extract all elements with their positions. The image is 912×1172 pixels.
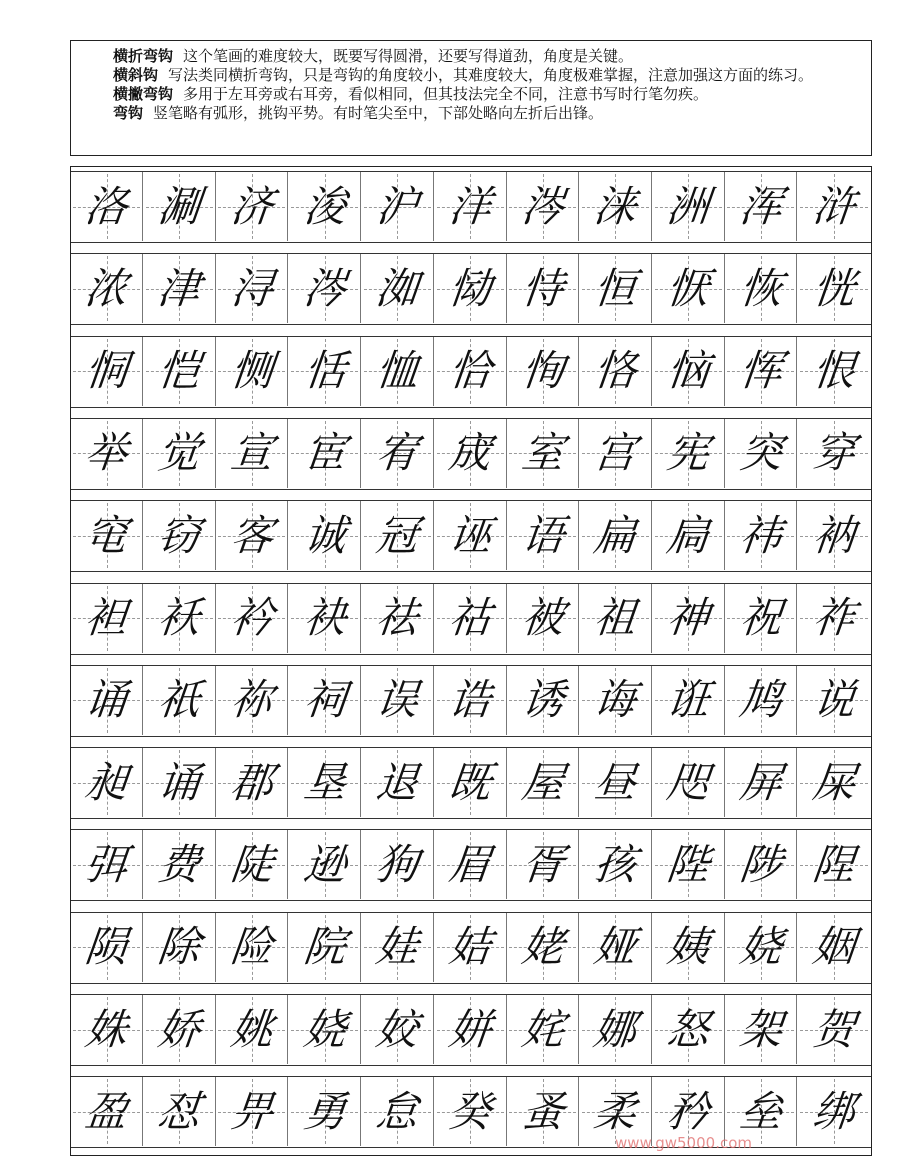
- grid-cell: [580, 254, 652, 323]
- grid-row: [71, 583, 871, 655]
- character-glyph: 恸: [446, 263, 494, 313]
- character-glyph: 弭: [82, 839, 131, 889]
- character-glyph: 柔: [591, 1086, 640, 1136]
- grid-cell: [798, 830, 870, 899]
- character-glyph: 穿: [810, 428, 858, 478]
- grid-cell: [71, 748, 143, 817]
- character-glyph: 洳: [373, 263, 421, 313]
- character-glyph: 语: [519, 510, 567, 560]
- character-glyph: 姹: [519, 1004, 567, 1054]
- character-glyph: 姞: [446, 922, 494, 972]
- grid-cell: [725, 666, 797, 735]
- grid-cell: [71, 830, 143, 899]
- character-glyph: 娆: [737, 922, 785, 972]
- grid-cell: [798, 748, 870, 817]
- character-glyph: 诬: [446, 510, 494, 560]
- character-glyph: 胥: [519, 839, 567, 889]
- grid-cell: [216, 254, 288, 323]
- grid-cell: [144, 337, 216, 406]
- grid-cell: [144, 830, 216, 899]
- grid-cell: [216, 995, 288, 1064]
- character-glyph: 陧: [810, 839, 858, 889]
- character-glyph: 昶: [82, 757, 131, 807]
- character-glyph: 宪: [664, 428, 712, 478]
- character-glyph: 袂: [301, 593, 349, 642]
- grid-cell: [798, 501, 870, 570]
- character-glyph: 恬: [301, 346, 349, 396]
- grid-cell: [216, 337, 288, 406]
- grid-cell: [507, 1077, 579, 1146]
- grid-cell: [289, 1077, 361, 1146]
- grid-cell: [216, 419, 288, 488]
- character-glyph: 陡: [228, 839, 276, 889]
- character-glyph: 既: [446, 757, 494, 807]
- character-glyph: 矜: [664, 1086, 712, 1136]
- grid-cell: [362, 1077, 434, 1146]
- character-glyph: 逊: [301, 839, 349, 889]
- character-glyph: 恃: [519, 263, 567, 313]
- grid-cell: [144, 913, 216, 982]
- character-glyph: 扃: [664, 510, 712, 560]
- grid-cell: [507, 337, 579, 406]
- grid-cell: [362, 337, 434, 406]
- character-glyph: 姣: [373, 1004, 421, 1054]
- character-glyph: 恪: [591, 346, 640, 396]
- grid-cell: [580, 419, 652, 488]
- character-glyph: 涮: [155, 181, 203, 231]
- character-glyph: 被: [519, 593, 567, 642]
- character-glyph: 误: [373, 675, 421, 725]
- character-glyph: 贺: [810, 1004, 858, 1054]
- grid-cell: [653, 172, 725, 241]
- grid-cell: [798, 254, 870, 323]
- grid-cell: [435, 501, 507, 570]
- character-glyph: 祜: [446, 593, 494, 642]
- character-glyph: 除: [155, 922, 203, 972]
- grid-cell: [435, 254, 507, 323]
- character-glyph: 姚: [228, 1004, 276, 1054]
- grid-cell: [362, 172, 434, 241]
- grid-cell: [435, 337, 507, 406]
- grid-cell: [289, 584, 361, 653]
- grid-cell: [798, 1077, 870, 1146]
- character-glyph: 袄: [155, 593, 203, 642]
- character-glyph: 恨: [810, 346, 858, 396]
- character-glyph: 畀: [228, 1086, 276, 1136]
- grid-cell: [653, 995, 725, 1064]
- grid-cell: [71, 995, 143, 1064]
- character-glyph: 觉: [155, 428, 203, 478]
- character-glyph: 诳: [664, 675, 712, 725]
- character-glyph: 屎: [810, 757, 858, 807]
- stroke-term: 横撇弯钩: [113, 85, 174, 103]
- grid-cell: [653, 501, 725, 570]
- grid-cell: [144, 172, 216, 241]
- character-glyph: 说: [810, 675, 858, 725]
- character-glyph: 恤: [373, 346, 421, 396]
- grid-cell: [580, 584, 652, 653]
- grid-cell: [289, 913, 361, 982]
- character-glyph: 神: [664, 593, 712, 642]
- stroke-term: 弯钩: [113, 104, 144, 122]
- character-glyph: 蚤: [519, 1086, 567, 1136]
- grid-cell: [798, 419, 870, 488]
- character-glyph: 祝: [737, 593, 785, 642]
- grid-cell: [653, 830, 725, 899]
- grid-cell: [362, 584, 434, 653]
- character-glyph: 祛: [373, 593, 421, 642]
- grid-cell: [216, 1077, 288, 1146]
- character-glyph: 孩: [591, 839, 640, 889]
- grid-cell: [362, 995, 434, 1064]
- grid-cell: [507, 172, 579, 241]
- grid-row: [71, 500, 871, 572]
- character-glyph: 浚: [301, 181, 349, 231]
- grid-cell: [289, 254, 361, 323]
- grid-cell: [144, 584, 216, 653]
- grid-row: [71, 994, 871, 1066]
- character-glyph: 祚: [810, 593, 858, 642]
- grid-cell: [507, 995, 579, 1064]
- grid-cell: [653, 584, 725, 653]
- grid-cell: [289, 995, 361, 1064]
- character-glyph: 冠: [373, 510, 421, 560]
- grid-cell: [289, 337, 361, 406]
- grid-cell: [653, 748, 725, 817]
- character-glyph: 怠: [373, 1086, 421, 1136]
- grid-cell: [725, 419, 797, 488]
- grid-cell: [144, 995, 216, 1064]
- character-glyph: 娇: [155, 1004, 203, 1054]
- character-glyph: 诲: [591, 675, 640, 725]
- grid-cell: [798, 913, 870, 982]
- character-glyph: 眉: [446, 839, 494, 889]
- character-glyph: 架: [737, 1004, 785, 1054]
- grid-cell: [71, 172, 143, 241]
- grid-cell: [71, 1077, 143, 1146]
- grid-cell: [216, 584, 288, 653]
- character-glyph: 院: [301, 922, 349, 972]
- character-glyph: 窀: [82, 510, 131, 560]
- character-glyph: 癸: [446, 1086, 494, 1136]
- grid-cell: [144, 666, 216, 735]
- character-glyph: 衲: [810, 510, 858, 560]
- character-glyph: 宣: [228, 428, 276, 478]
- grid-cell: [362, 913, 434, 982]
- grid-cell: [435, 584, 507, 653]
- character-glyph: 鸠: [737, 675, 785, 725]
- character-glyph: 衿: [228, 593, 276, 642]
- character-practice-grid: [70, 166, 872, 1156]
- character-glyph: 屏: [737, 757, 785, 807]
- grid-cell: [507, 748, 579, 817]
- grid-cell: [216, 172, 288, 241]
- grid-cell: [435, 995, 507, 1064]
- character-glyph: 娆: [301, 1004, 349, 1054]
- character-glyph: 姨: [664, 922, 712, 972]
- character-glyph: 诱: [519, 675, 567, 725]
- grid-cell: [362, 748, 434, 817]
- grid-cell: [216, 501, 288, 570]
- grid-cell: [71, 584, 143, 653]
- grid-row: [71, 665, 871, 737]
- grid-cell: [507, 830, 579, 899]
- grid-cell: [507, 501, 579, 570]
- grid-cell: [798, 172, 870, 241]
- grid-cell: [653, 337, 725, 406]
- grid-cell: [653, 913, 725, 982]
- character-glyph: 诵: [82, 675, 131, 725]
- grid-cell: [507, 584, 579, 653]
- character-glyph: 绑: [810, 1086, 858, 1136]
- character-glyph: 恂: [519, 346, 567, 396]
- grid-cell: [725, 254, 797, 323]
- grid-cell: [362, 254, 434, 323]
- grid-cell: [216, 913, 288, 982]
- character-glyph: 娃: [373, 922, 421, 972]
- grid-cell: [507, 666, 579, 735]
- character-glyph: 恒: [591, 263, 640, 313]
- grid-row: [71, 253, 871, 325]
- intro-line-1: [77, 47, 863, 66]
- grid-cell: [798, 584, 870, 653]
- character-glyph: 姘: [446, 1004, 494, 1054]
- character-glyph: 陛: [664, 839, 712, 889]
- intro-line-2: [77, 66, 863, 85]
- character-glyph: 狗: [373, 839, 421, 889]
- character-glyph: 屋: [519, 757, 567, 807]
- character-glyph: 浔: [228, 263, 276, 313]
- character-glyph: 沪: [373, 181, 421, 231]
- grid-cell: [507, 913, 579, 982]
- character-glyph: 津: [155, 263, 203, 313]
- character-glyph: 涔: [301, 263, 349, 313]
- character-glyph: 恽: [737, 346, 785, 396]
- character-glyph: 恰: [446, 346, 494, 396]
- grid-cell: [580, 666, 652, 735]
- character-glyph: 退: [373, 757, 421, 807]
- character-glyph: 室: [519, 428, 567, 478]
- character-glyph: 盈: [82, 1086, 131, 1136]
- grid-cell: [71, 913, 143, 982]
- character-glyph: 恫: [82, 346, 131, 396]
- character-glyph: 费: [155, 839, 203, 889]
- grid-cell: [289, 666, 361, 735]
- character-glyph: 举: [82, 428, 131, 478]
- grid-cell: [216, 748, 288, 817]
- grid-cell: [725, 913, 797, 982]
- character-glyph: 昼: [591, 757, 640, 807]
- grid-cell: [289, 748, 361, 817]
- character-glyph: 恺: [155, 346, 203, 396]
- intro-line-3: [77, 85, 863, 104]
- grid-cell: [71, 254, 143, 323]
- grid-cell: [435, 1077, 507, 1146]
- grid-row: [71, 829, 871, 901]
- grid-row: [71, 171, 871, 243]
- character-glyph: 垦: [301, 757, 349, 807]
- grid-cell: [580, 830, 652, 899]
- character-glyph: 险: [228, 922, 276, 972]
- character-glyph: 宦: [301, 428, 349, 478]
- grid-cell: [71, 337, 143, 406]
- grid-cell: [798, 666, 870, 735]
- grid-cell: [289, 830, 361, 899]
- character-glyph: 涞: [591, 181, 640, 231]
- character-glyph: 诵: [155, 757, 203, 807]
- character-glyph: 恢: [737, 263, 785, 313]
- character-glyph: 陟: [737, 839, 785, 889]
- grid-cell: [289, 419, 361, 488]
- character-glyph: 怼: [155, 1086, 203, 1136]
- character-glyph: 祢: [228, 675, 276, 725]
- stroke-description: 竖笔略有弧形，挑钩平势。有时笔尖至中，下部处略向左折后出锋。: [153, 104, 604, 122]
- character-glyph: 洛: [82, 181, 131, 231]
- grid-cell: [289, 172, 361, 241]
- grid-cell: [725, 748, 797, 817]
- grid-cell: [71, 666, 143, 735]
- grid-cell: [725, 995, 797, 1064]
- character-glyph: 宫: [591, 428, 640, 478]
- character-glyph: 恼: [664, 346, 712, 396]
- grid-cell: [580, 913, 652, 982]
- character-glyph: 祖: [591, 593, 640, 642]
- character-glyph: 宬: [446, 428, 494, 478]
- grid-cell: [580, 337, 652, 406]
- grid-cell: [435, 666, 507, 735]
- grid-cell: [216, 830, 288, 899]
- grid-cell: [71, 419, 143, 488]
- grid-cell: [725, 830, 797, 899]
- character-glyph: 怒: [664, 1004, 712, 1054]
- grid-cell: [725, 172, 797, 241]
- grid-cell: [798, 337, 870, 406]
- character-glyph: 勇: [301, 1086, 349, 1136]
- grid-cell: [435, 830, 507, 899]
- grid-cell: [725, 337, 797, 406]
- grid-cell: [71, 501, 143, 570]
- character-glyph: 祎: [737, 510, 785, 560]
- character-glyph: 济: [228, 181, 276, 231]
- grid-cell: [580, 172, 652, 241]
- grid-cell: [435, 913, 507, 982]
- character-glyph: 窃: [155, 510, 203, 560]
- grid-cell: [580, 501, 652, 570]
- grid-cell: [580, 748, 652, 817]
- character-glyph: 突: [737, 428, 785, 478]
- character-glyph: 浓: [82, 263, 131, 313]
- grid-cell: [362, 419, 434, 488]
- stroke-term: 横折弯钩: [113, 47, 174, 65]
- grid-row: [71, 336, 871, 408]
- character-glyph: 客: [228, 510, 276, 560]
- character-glyph: 祇: [155, 675, 203, 725]
- grid-cell: [289, 501, 361, 570]
- grid-cell: [144, 748, 216, 817]
- intro-box: [70, 40, 872, 156]
- grid-cell: [435, 172, 507, 241]
- character-glyph: 恍: [810, 263, 858, 313]
- character-glyph: 诰: [446, 675, 494, 725]
- character-glyph: 姝: [82, 1004, 131, 1054]
- grid-cell: [507, 419, 579, 488]
- grid-cell: [435, 748, 507, 817]
- character-glyph: 扁: [591, 510, 640, 560]
- watermark: www.gw5000.com: [615, 1134, 752, 1152]
- character-glyph: 姥: [519, 922, 567, 972]
- character-glyph: 姻: [810, 922, 858, 972]
- character-glyph: 涔: [519, 181, 567, 231]
- grid-row: [71, 912, 871, 984]
- grid-cell: [653, 254, 725, 323]
- character-glyph: 袒: [82, 593, 131, 642]
- grid-cell: [362, 501, 434, 570]
- character-glyph: 娅: [591, 922, 640, 972]
- grid-cell: [507, 254, 579, 323]
- character-glyph: 宥: [373, 428, 421, 478]
- grid-cell: [216, 666, 288, 735]
- character-glyph: 诚: [301, 510, 349, 560]
- grid-cell: [580, 995, 652, 1064]
- character-glyph: 恻: [228, 346, 276, 396]
- stroke-description: 多用于左耳旁或右耳旁，看似相同，但其技法完全不同，注意书写时行笔勿疾。: [183, 85, 709, 103]
- character-glyph: 垒: [737, 1086, 785, 1136]
- grid-row: [71, 747, 871, 819]
- grid-cell: [653, 666, 725, 735]
- character-glyph: 娜: [591, 1004, 640, 1054]
- grid-cell: [144, 419, 216, 488]
- grid-cell: [653, 419, 725, 488]
- character-glyph: 咫: [664, 757, 712, 807]
- character-glyph: 浑: [737, 181, 785, 231]
- grid-cell: [144, 501, 216, 570]
- character-glyph: 恹: [664, 263, 712, 313]
- grid-row: [71, 418, 871, 490]
- stroke-term: 横斜钩: [113, 66, 159, 84]
- character-glyph: 祠: [301, 675, 349, 725]
- stroke-description: 这个笔画的难度较大，既要写得圆滑，还要写得道劲，角度是关键。: [183, 47, 634, 65]
- grid-cell: [144, 254, 216, 323]
- grid-cell: [725, 501, 797, 570]
- character-glyph: 陨: [82, 922, 131, 972]
- character-glyph: 浒: [810, 181, 858, 231]
- grid-cell: [798, 995, 870, 1064]
- stroke-description: 写法类同横折弯钩，只是弯钩的角度较小，其难度较大，角度极难掌握，注意加强这方面的练习。: [168, 66, 814, 84]
- grid-cell: [362, 830, 434, 899]
- character-glyph: 洲: [664, 181, 712, 231]
- character-glyph: 郡: [228, 757, 276, 807]
- grid-cell: [435, 419, 507, 488]
- character-glyph: 洋: [446, 181, 494, 231]
- grid-cell: [725, 584, 797, 653]
- grid-cell: [144, 1077, 216, 1146]
- grid-cell: [362, 666, 434, 735]
- intro-line-4: [77, 104, 863, 123]
